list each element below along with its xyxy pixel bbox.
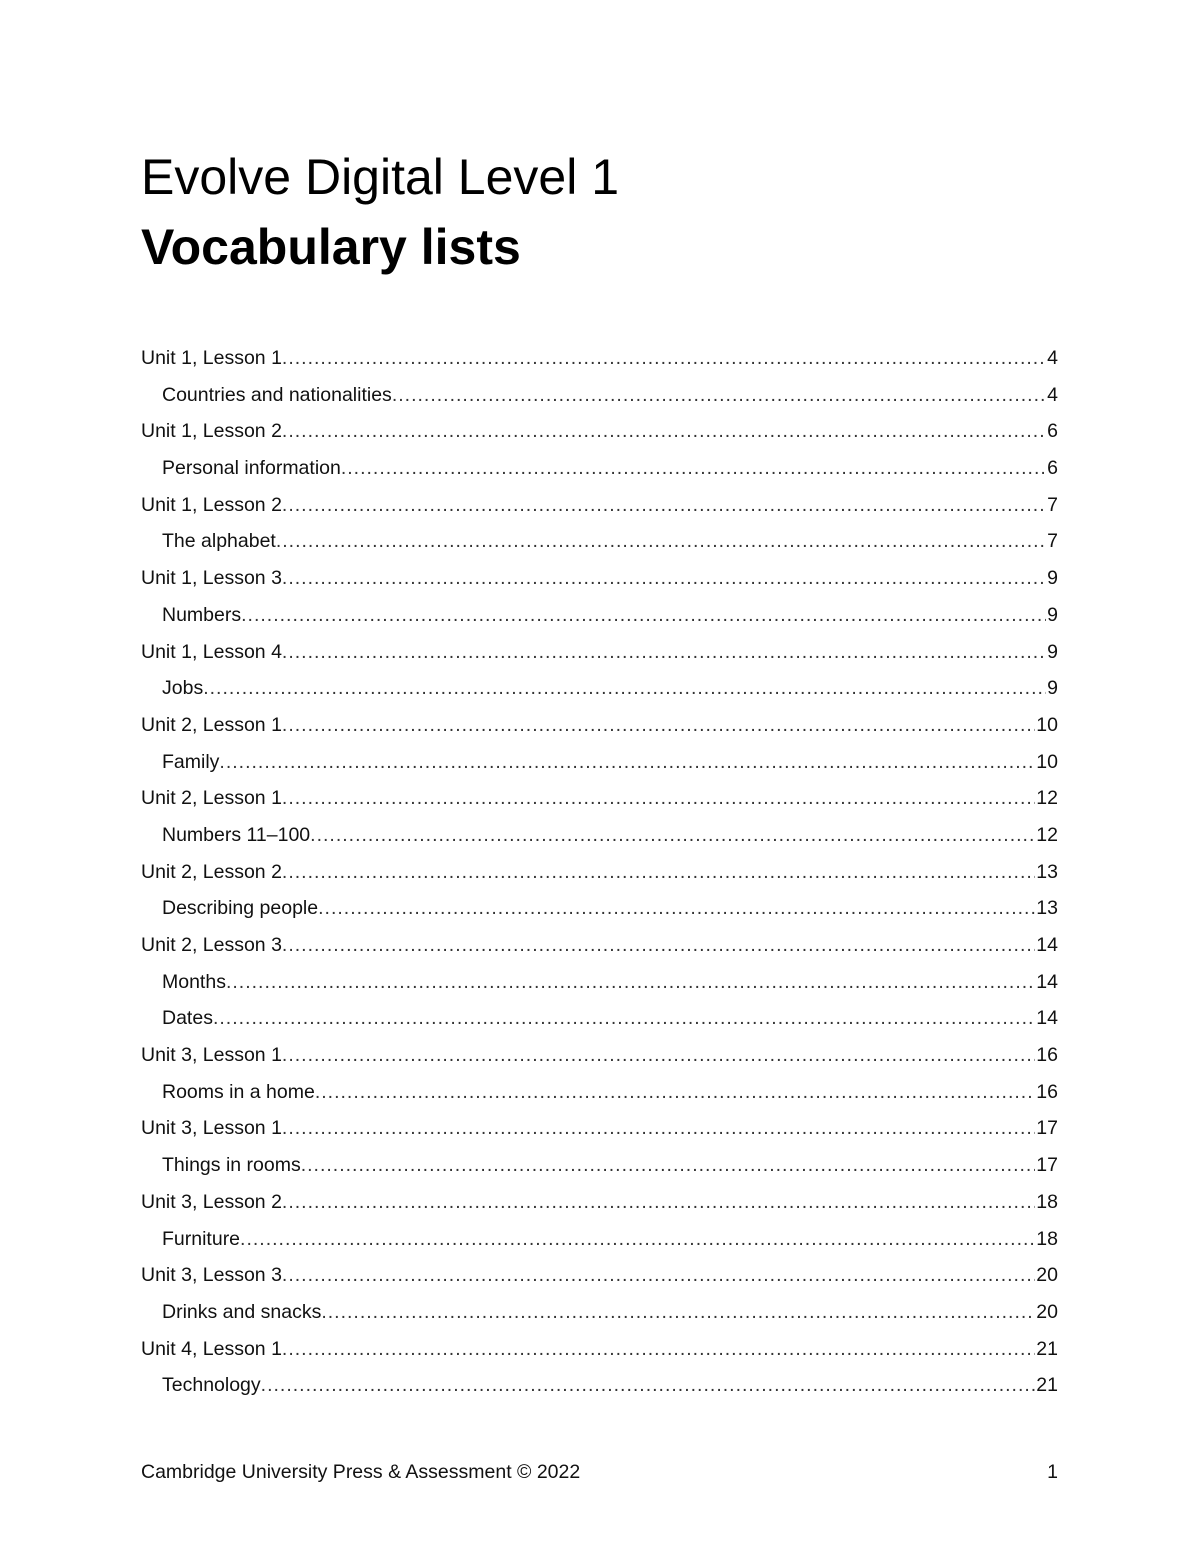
toc-entry-label: Jobs xyxy=(162,677,204,700)
toc-entry-label: Drinks and snacks xyxy=(162,1300,322,1323)
toc-dot-leader xyxy=(282,344,1046,372)
toc-entry-label: Numbers xyxy=(162,603,242,626)
toc-entry-label: Unit 1, Lesson 1 xyxy=(141,347,282,369)
toc-entry-page-number: 12 xyxy=(1036,787,1058,810)
toc-entry-label: Unit 2, Lesson 1 xyxy=(141,787,282,810)
toc-dot-leader xyxy=(282,491,1046,519)
toc-entry-label: Furniture xyxy=(162,1227,241,1250)
toc-entry-page-number: 9 xyxy=(1047,640,1058,663)
toc-entry-topic[interactable] xyxy=(141,1371,1058,1408)
toc-dot-leader xyxy=(282,1188,1035,1216)
toc-entry-topic[interactable] xyxy=(141,1225,1058,1262)
toc-dot-leader xyxy=(276,527,1046,555)
toc-entry-page-number: 12 xyxy=(1036,823,1058,846)
toc-entry-page-number: 13 xyxy=(1036,860,1058,883)
toc-entry-unit[interactable] xyxy=(141,1261,1058,1298)
toc-entry-unit[interactable] xyxy=(141,1114,1058,1151)
toc-entry-topic[interactable] xyxy=(141,748,1058,785)
toc-dot-leader xyxy=(261,1371,1036,1399)
toc-dot-leader xyxy=(282,711,1035,739)
toc-entry-unit[interactable] xyxy=(141,344,1058,381)
toc-entry-page-number: 9 xyxy=(1047,567,1058,590)
toc-entry-unit[interactable] xyxy=(141,1335,1058,1372)
toc-entry-label: The alphabet xyxy=(162,530,276,553)
toc-entry-label: Unit 1, Lesson 4 xyxy=(141,640,282,663)
toc-entry-unit[interactable] xyxy=(141,931,1058,968)
toc-dot-leader xyxy=(310,821,1035,849)
toc-dot-leader xyxy=(282,638,1046,666)
document-title: Evolve Digital Level 1 xyxy=(141,149,620,205)
toc-entry-page-number: 6 xyxy=(1047,420,1058,443)
toc-entry-page-number: 7 xyxy=(1047,530,1058,553)
toc-entry-page-number: 16 xyxy=(1036,1044,1058,1067)
toc-dot-leader xyxy=(282,417,1046,445)
toc-entry-page-number: 18 xyxy=(1036,1190,1058,1213)
toc-entry-unit[interactable] xyxy=(141,417,1058,454)
toc-entry-topic[interactable] xyxy=(141,527,1058,564)
toc-entry-page-number: 20 xyxy=(1036,1300,1058,1323)
toc-entry-page-number: 9 xyxy=(1047,603,1058,626)
toc-dot-leader xyxy=(318,894,1035,922)
toc-entry-page-number: 6 xyxy=(1047,457,1058,480)
toc-dot-leader xyxy=(282,1261,1035,1289)
toc-entry-label: Unit 3, Lesson 1 xyxy=(141,1044,282,1067)
toc-entry-page-number: 16 xyxy=(1036,1080,1058,1103)
toc-dot-leader xyxy=(282,858,1035,886)
toc-dot-leader xyxy=(315,1078,1035,1106)
toc-entry-label: Personal information xyxy=(162,457,341,480)
toc-entry-unit[interactable] xyxy=(141,1041,1058,1078)
toc-entry-label: Describing people xyxy=(162,897,319,920)
toc-entry-label: Unit 1, Lesson 2 xyxy=(141,493,282,516)
toc-entry-label: Unit 3, Lesson 2 xyxy=(141,1190,282,1213)
toc-entry-topic[interactable] xyxy=(141,894,1058,931)
toc-entry-label: Dates xyxy=(162,1007,213,1030)
toc-dot-leader xyxy=(321,1298,1035,1326)
toc-dot-leader xyxy=(213,1004,1035,1032)
toc-entry-topic[interactable] xyxy=(141,821,1058,858)
toc-entry-topic[interactable] xyxy=(141,1151,1058,1188)
toc-entry-page-number: 4 xyxy=(1047,383,1058,406)
toc-dot-leader xyxy=(203,674,1046,702)
toc-entry-label: Unit 1, Lesson 3 xyxy=(141,567,282,590)
toc-entry-label: Months xyxy=(162,970,226,993)
toc-dot-leader xyxy=(219,748,1035,776)
toc-entry-page-number: 21 xyxy=(1036,1337,1058,1360)
toc-entry-label: Family xyxy=(162,750,220,773)
toc-dot-leader xyxy=(282,1041,1035,1069)
toc-entry-page-number: 4 xyxy=(1047,347,1058,369)
toc-dot-leader xyxy=(341,454,1046,482)
toc-entry-label: Countries and nationalities xyxy=(162,383,392,406)
toc-entry-page-number: 7 xyxy=(1047,493,1058,516)
table-of-contents xyxy=(141,344,1058,1408)
toc-entry-topic[interactable] xyxy=(141,1298,1058,1335)
toc-dot-leader xyxy=(282,1114,1035,1142)
toc-entry-page-number: 13 xyxy=(1036,897,1058,920)
toc-entry-page-number: 17 xyxy=(1036,1154,1058,1177)
toc-entry-label: Unit 3, Lesson 1 xyxy=(141,1117,282,1140)
toc-dot-leader xyxy=(301,1151,1036,1179)
toc-entry-page-number: 14 xyxy=(1036,934,1058,956)
page-footer xyxy=(141,1458,1058,1486)
toc-dot-leader xyxy=(282,931,1035,959)
toc-entry-label: Rooms in a home xyxy=(162,1080,315,1103)
toc-entry-unit[interactable] xyxy=(141,564,1058,601)
toc-dot-leader xyxy=(392,381,1046,409)
toc-entry-topic[interactable] xyxy=(141,1004,1058,1041)
toc-entry-page-number: 10 xyxy=(1036,750,1058,773)
toc-entry-unit[interactable] xyxy=(141,638,1058,675)
toc-dot-leader xyxy=(282,784,1035,812)
toc-entry-unit[interactable] xyxy=(141,711,1058,748)
footer-copyright: Cambridge University Press & Assessment © 2022 xyxy=(141,1461,581,1483)
toc-dot-leader xyxy=(282,1335,1035,1363)
document-subtitle: Vocabulary lists xyxy=(141,219,521,275)
toc-entry-page-number: 17 xyxy=(1036,1117,1058,1140)
toc-entry-topic[interactable] xyxy=(141,601,1058,638)
toc-entry-unit[interactable] xyxy=(141,784,1058,821)
toc-entry-page-number: 20 xyxy=(1036,1264,1058,1287)
toc-entry-unit[interactable] xyxy=(141,1188,1058,1225)
toc-entry-label: Unit 1, Lesson 2 xyxy=(141,420,282,443)
toc-entry-page-number: 14 xyxy=(1036,970,1058,993)
toc-entry-page-number: 21 xyxy=(1036,1374,1058,1397)
toc-entry-label: Unit 4, Lesson 1 xyxy=(141,1337,282,1360)
toc-entry-page-number: 14 xyxy=(1036,1007,1058,1030)
toc-entry-page-number: 18 xyxy=(1036,1227,1058,1250)
toc-entry-label: Technology xyxy=(162,1374,261,1397)
toc-entry-topic[interactable] xyxy=(141,381,1058,418)
toc-entry-label: Unit 2, Lesson 2 xyxy=(141,860,282,883)
toc-entry-label: Things in rooms xyxy=(162,1154,301,1177)
toc-entry-topic[interactable] xyxy=(141,1078,1058,1115)
toc-entry-topic[interactable] xyxy=(141,674,1058,711)
toc-entry-topic[interactable] xyxy=(141,454,1058,491)
toc-entry-page-number: 10 xyxy=(1036,713,1058,736)
toc-entry-label: Unit 2, Lesson 3 xyxy=(141,934,282,956)
toc-entry-topic[interactable] xyxy=(141,968,1058,1005)
toc-entry-label: Unit 2, Lesson 1 xyxy=(141,713,282,736)
toc-entry-unit[interactable] xyxy=(141,491,1058,528)
toc-entry-unit[interactable] xyxy=(141,858,1058,895)
toc-dot-leader xyxy=(240,1225,1035,1253)
toc-entry-page-number: 9 xyxy=(1047,677,1058,700)
toc-entry-label: Unit 3, Lesson 3 xyxy=(141,1264,282,1287)
toc-dot-leader xyxy=(282,564,1046,592)
toc-dot-leader xyxy=(241,601,1046,629)
footer-page-number: 1 xyxy=(1047,1461,1058,1483)
toc-dot-leader xyxy=(226,968,1035,996)
toc-entry-label: Numbers 11–100 xyxy=(162,823,311,846)
